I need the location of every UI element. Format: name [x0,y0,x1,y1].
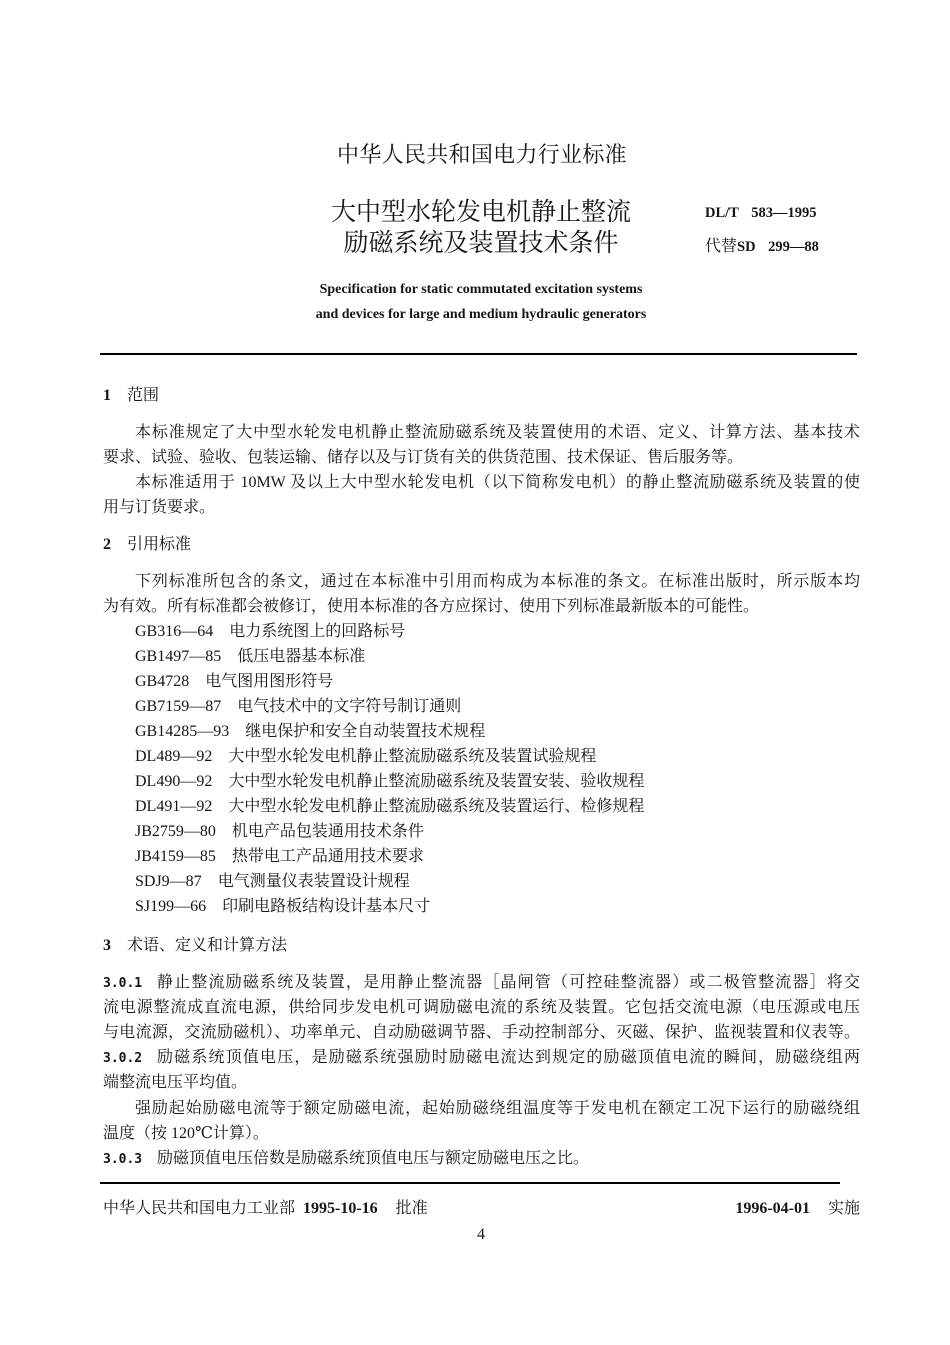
page-number: 4 [477,1226,485,1243]
title-line-1: 大中型水轮发电机静止整流 [330,199,631,226]
document-title [231,197,731,259]
clause-number: 3.0.2 [103,1051,143,1066]
reference-item [103,669,860,694]
header-divider [100,353,857,355]
reference-title: 热带电工产品通用技术要求 [231,848,424,865]
section-number: 3 [103,937,111,954]
section-title: 引用标准 [127,536,192,553]
paragraph-line: 本标准规定了大中型水轮发电机静止整流励磁系统及装置使用的术语、定义、计算方法、基本技术 [135,424,860,441]
clause-number: 3.0.1 [103,976,143,991]
reference-code: GB4728 [135,673,190,690]
reference-title: 印刷电路板结构设计基本尺寸 [222,898,431,915]
effective-info [640,1196,860,1221]
reference-code: GB7159—87 [135,698,222,715]
reference-title: 低压电器基本标准 [237,648,366,665]
issue-date: 1995-10-16 [303,1200,378,1217]
standard-code-block [705,197,865,263]
clause-text-line: 端整流电压平均值。 [103,1074,248,1091]
reference-title: 机电产品包装通用技术条件 [231,823,424,840]
clause-note-line: 强励起始励磁电流等于额定励磁电流，起始励磁绕组温度等于发电机在额定工况下运行的励磁绕组 [135,1100,860,1117]
reference-item [103,719,860,744]
issuer: 中华人民共和国电力工业部 [103,1200,296,1217]
clause-text-line: 静止整流励磁系统及装置，是用静止整流器［晶闸管（可控硅整流器）或二极管整流器］将交 [157,974,860,991]
reference-item [103,769,860,794]
clause-text-line: 流电源整流成直流电源，供给同步发电机可调励磁电流的系统及装置。它包括交流电源（电压源或电压 [103,999,860,1016]
replaces-standard [705,230,865,263]
clause-text-line: 励磁顶值电压倍数是励磁系统顶值电压与额定励磁电压之比。 [157,1150,590,1167]
clause-3-0-1 [103,970,860,995]
reference-item [103,819,860,844]
standard-category: 中华人民共和国电力行业标准 [337,142,627,167]
reference-code: GB14285—93 [135,723,230,740]
clause-3-0-3 [103,1146,860,1171]
english-title-line-1: Specification for static commutated excitation systems [319,282,643,297]
effective-date: 1996-04-01 [735,1200,810,1217]
reference-code: SDJ9—87 [135,873,202,890]
english-title [181,277,781,327]
english-title-line-2: and devices for large and medium hydraulic generators [315,307,647,322]
paragraph-line: 要求、试验、验收、包装运输、储存以及与订货有关的供货范围、技术保证、售后服务等。 [103,449,744,466]
reference-title: 大中型水轮发电机静止整流励磁系统及装置运行、检修规程 [228,798,645,815]
reference-code: DL489—92 [135,748,213,765]
clause-note-line: 温度（按 120℃计算）。 [103,1125,269,1142]
reference-code: GB1497—85 [135,648,222,665]
title-line-2: 励磁系统及装置技术条件 [343,230,619,257]
section-1-heading [103,383,860,408]
paragraph-line: 下列标准所包含的条文，通过在本标准中引用而构成为本标准的条文。在标准出版时，所示版本均 [135,573,860,590]
section-3-clauses-a [103,970,860,1095]
reference-title: 电气测量仪表装置设计规程 [217,873,410,890]
reference-item [103,869,860,894]
reference-title: 电气图用图形符号 [205,673,334,690]
reference-code: JB2759—80 [135,823,216,840]
standard-code: DL/T 583—1995 [705,205,817,221]
clause-text-line: 励磁系统顶值电压，是励磁系统强励时励磁电流达到规定的励磁顶值电流的瞬间，励磁绕组两 [157,1049,860,1066]
reference-code: DL491—92 [135,798,213,815]
paragraph-line: 本标准适用于 10MW 及以上大中型水轮发电机（以下简称发电机）的静止整流励磁系统及装置的使 [135,474,860,491]
section-title: 范围 [127,387,160,404]
reference-code: JB4159—85 [135,848,216,865]
reference-item [103,694,860,719]
clause-3-0-2 [103,1045,860,1070]
reference-code: DL490—92 [135,773,213,790]
section-3-clauses-b [103,1096,860,1171]
reference-code: GB316—64 [135,623,214,640]
replaces-label: 代替 [705,238,738,255]
reference-title: 电力系统图上的回路标号 [229,623,406,640]
reference-title: 继电保护和安全自动装置技术规程 [245,723,486,740]
reference-item [103,619,860,644]
reference-item [103,844,860,869]
reference-item [103,744,860,769]
section-number: 2 [103,536,111,553]
reference-title: 大中型水轮发电机静止整流励磁系统及装置试验规程 [228,748,597,765]
reference-title: 电气技术中的文字符号制订通则 [237,698,462,715]
reference-item [103,794,860,819]
section-2-heading [103,532,860,557]
section-3-heading [103,933,860,958]
reference-item [103,644,860,669]
clause-number: 3.0.3 [103,1152,143,1167]
paragraph-line: 用与订货要求。 [103,499,216,516]
reference-code: SJ199—66 [135,898,207,915]
issue-label: 批准 [395,1200,428,1217]
paragraph-line: 为有效。所有标准都会被修订，使用本标准的各方应探讨、使用下列标准最新版本的可能性。 [103,598,760,615]
section-title: 术语、定义和计算方法 [127,937,288,954]
footer-divider [100,1182,840,1184]
approval-info [103,1196,428,1221]
reference-title: 大中型水轮发电机静止整流励磁系统及装置安装、验收规程 [228,773,645,790]
replaces-code: SD 299—88 [737,239,819,255]
reference-item [103,894,860,919]
section-number: 1 [103,387,111,404]
section-1-body [103,420,860,520]
section-2-body [103,569,860,919]
clause-text-line: 与电流源，交流励磁机）、功率单元、自动励磁调节器、手动控制部分、灭磁、保护、监视装置和仪表等。 [103,1024,860,1041]
effective-label: 实施 [827,1200,860,1217]
